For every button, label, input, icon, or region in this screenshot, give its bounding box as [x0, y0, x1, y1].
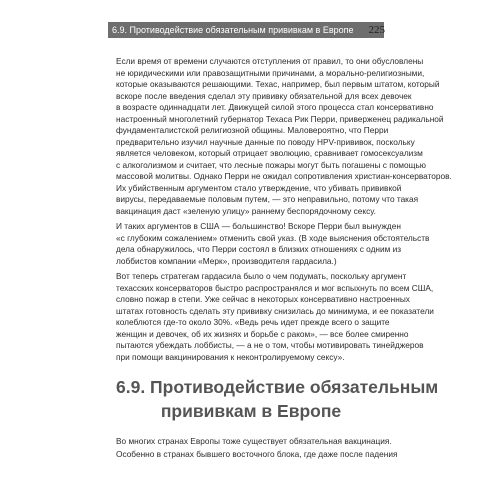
- text-line: пытаются убеждать лоббисты, — а не о том, чтобы мотивировать тинейджеров: [116, 340, 424, 350]
- paragraph: [116, 221, 430, 267]
- text-line: Вот теперь стратегам гардасила было о чем подумать, поскольку аргумент: [116, 271, 407, 281]
- text-line: И таких аргументов в США — большинство! Вскоре Перри был вынужден: [116, 221, 401, 231]
- text-line: Во многих странах Европы тоже существует обязательная вакцинация.: [116, 436, 392, 446]
- text-line: Особенно в странах бывшего восточного блока, где даже после падения: [116, 449, 398, 459]
- text-line: словно пожар в степи. Уже сейчас в некоторых консервативно настроенных: [116, 294, 410, 304]
- text-line: вскоре после введения сделал эту прививку обязательной для всех девочек: [116, 90, 412, 101]
- text-line: техасских консерваторов быстро распространялся и мог вспыхнуть по всем США,: [116, 282, 434, 293]
- text-line: «с глубоким сожалением» отменить свой указ. (В ходе выяснения обстоятельств: [116, 232, 430, 243]
- text-line: настроенный многолетний губернатор Техаса Рик Перри, приверженец радикальной: [116, 113, 444, 124]
- text-line: штатах готовность сделать эту прививку снизилась до минимума, и ее показатели: [116, 305, 434, 316]
- text-line: массовой молитвы. Однако Перри не ожидал сопротивления христиан-консерваторов.: [116, 171, 452, 181]
- text-line: Их убийственным аргументом стало утверждение, что убивать прививкой: [116, 182, 402, 193]
- section-intro-text: [116, 435, 398, 461]
- text-line: Если время от времени случаются отступления от правил, то они обусловлены: [116, 56, 424, 66]
- section-heading-line: 6.9. Противодействие обязательным: [116, 377, 439, 397]
- text-line: вирусы, передаваемые половым путем, — это неправильно, потому что такая: [116, 194, 419, 204]
- text-line: с алкоголизмом и считает, что лесные пожары могут быть погашены с помощью: [116, 159, 426, 170]
- body-text: [116, 56, 452, 363]
- text-line: является человеком, который отрицает эволюцию, сравнивает гомосексуализм: [116, 148, 423, 158]
- text-line: предварительно изучил научные данные по поводу HPV-прививок, поскольку: [116, 136, 415, 147]
- page-number: 225: [368, 24, 385, 36]
- text-line: вакцинация даст «зеленую улицу» раннему беспорядочному сексу.: [116, 205, 376, 216]
- text-line: в возрасте одиннадцати лет. Движущей силой этого процесса стал консервативно: [116, 102, 434, 112]
- text-line: которые оказываются решающими. Техас, например, был первым штатом, который: [116, 79, 440, 89]
- section-heading-line: прививкам в Европе: [160, 401, 342, 421]
- running-header: [108, 22, 384, 38]
- paragraph: [116, 56, 452, 217]
- text-line: не юридическими или правозащитными причинами, а морально-религиозными,: [116, 67, 425, 78]
- section-heading: [116, 375, 439, 423]
- text-line: колеблются где-то около 30%. «Ведь речь идет прежде всего о защите: [116, 317, 390, 327]
- text-line: лоббистов компании «Мерк», производителя гардасила.): [116, 255, 337, 266]
- text-line: дела обнаружилось, что Перри состоял в близких отношениях с одним из: [116, 244, 402, 254]
- paragraph: [116, 271, 434, 363]
- text-line: при помощи вакцинирования к неконтролируемому сексу».: [116, 351, 345, 362]
- text-line: фундаменталистской религиозной общины. Маловероятно, что Перри: [116, 125, 389, 135]
- running-header-title: 6.9. Противодействие обязательным прививкам в Европе: [112, 25, 354, 35]
- text-line: женщин и девочек, об их жизнях и борьбе с раком», — все более смиренно: [116, 328, 409, 339]
